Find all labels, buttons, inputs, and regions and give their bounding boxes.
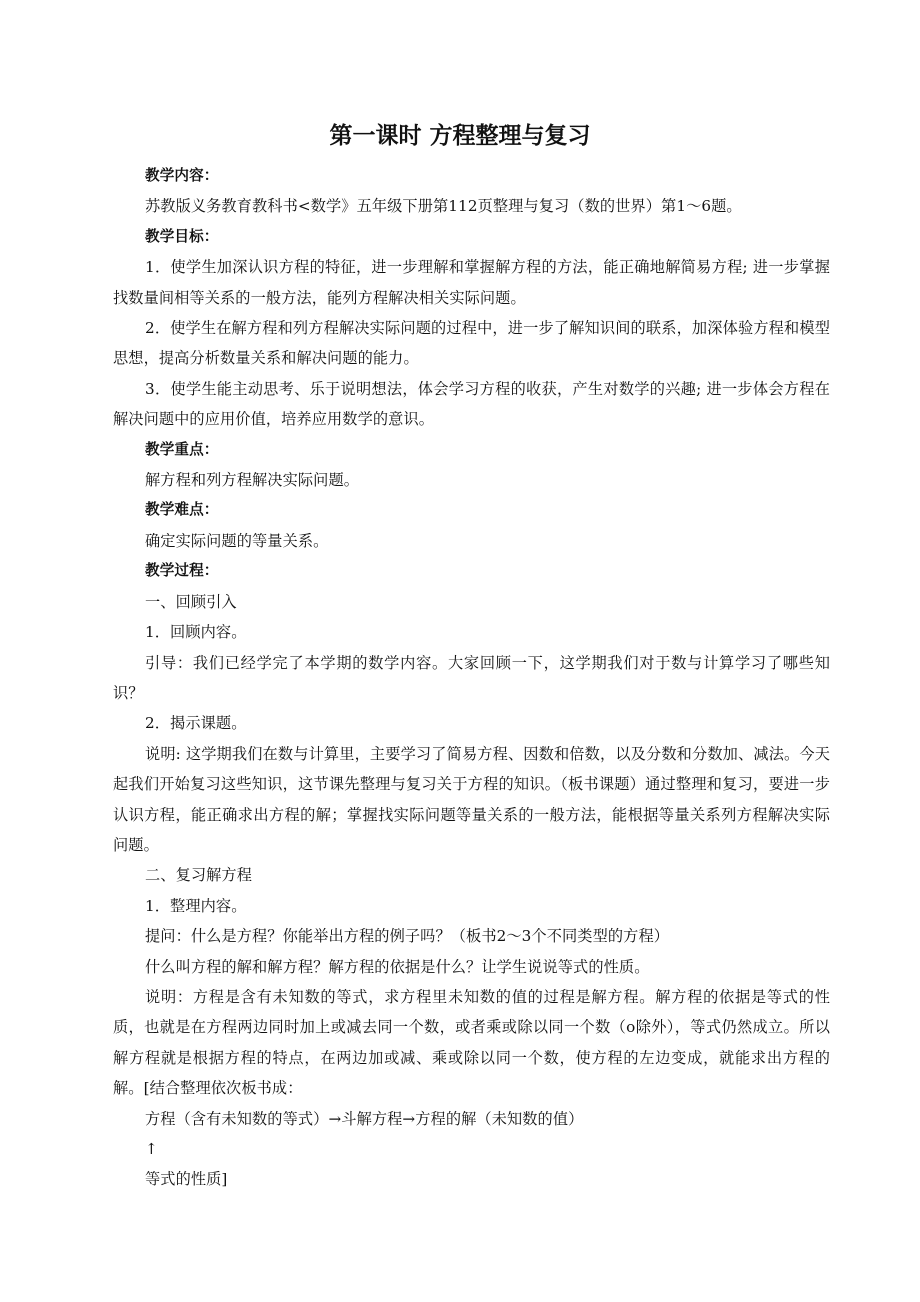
key-point-label: 教学重点： [145, 440, 219, 458]
difficulty-label: 教学难点： [145, 501, 219, 519]
part-2-heading: 二、复习解方程 [145, 866, 253, 885]
part-1-explain: 说明: 这学期我们在数与计算里，主要学习了简易方程、因数和倍数，以及分数和分数加、减法。今天起我们开始复习这些知识，这节课先整理与复习关于方程的知识。（板书课题）通过整理和复习，要进一步认识方程，能正确求出方程的解；掌握找实际问题等量关系的一般方法，能根据等量关系列方程解决实际问题。 [113, 744, 830, 854]
part-2-question-2: 什么叫方程的解和解方程？解方程的依据是什么？让学生说说等式的性质。 [145, 957, 650, 976]
content-label: 教学内容： [145, 167, 219, 184]
board-line: 方程（含有未知数的等式）→斗解方程→方程的解（未知数的值） [145, 1109, 584, 1128]
board-arrow: ↑ [145, 1140, 158, 1158]
part-1-heading: 一、回顾引入 [145, 592, 237, 611]
part-1-item-2: 2．揭示课题。 [145, 714, 247, 733]
goal-2: 2．使学生在解方程和列方程解决实际问题的过程中，进一步了解知识间的联系，加深体验方程和模型思想，提高分析数量关系和解决问题的能力。 [113, 319, 830, 368]
part-2-item-1: 1．整理内容。 [145, 896, 247, 915]
part-1-item-1: 1．回顾内容。 [145, 623, 247, 642]
goal-1: 1．使学生加深认识方程的特征，进一步理解和掌握解方程的方法，能正确地解简易方程; 进一步掌握找数量间相等关系的一般方法，能列方程解决相关实际问题。 [113, 258, 830, 307]
process-label: 教学过程： [145, 562, 219, 580]
document-body [113, 161, 830, 1195]
goal-3: 3．使学生能主动思考、乐于说明想法，体会学习方程的收获，产生对数学的兴趣; 进一步体会方程在解决问题中的应用价值，培养应用数学的意识。 [113, 379, 830, 429]
board-basis: 等式的性质] [145, 1170, 228, 1189]
part-2-explain: 说明：方程是含有未知数的等式，求方程里未知数的值的过程是解方程。解方程的依据是等式的性质，也就是在方程两边同时加上或减去同一个数，或者乘或除以同一个数（o除外），等式仍然成立。所以解方程就是根据方程的特点，在两边加或减、乘或除以同一个数，使方程的左边变成，就能求出方程的解。[结合整理依次板书成： [113, 987, 830, 1098]
difficulty-text: 确定实际问题的等量关系。 [145, 531, 329, 550]
content-text: 苏教版义务教育教科书<数学》五年级下册第112页整理与复习（数的世界）第1～6题。 [145, 197, 742, 216]
page-title: 第一课时 方程整理与复习 [329, 123, 591, 149]
key-point-text: 解方程和列方程解决实际问题。 [145, 471, 360, 490]
part-1-guide: 引导：我们已经学完了本学期的数学内容。大家回顾一下，这学期我们对于数与计算学习了哪些知识？ [113, 653, 830, 702]
goals-label: 教学目标： [145, 227, 219, 245]
part-2-question-1: 提问：什么是方程？你能举出方程的例子吗？（板书2～3个不同类型的方程） [145, 927, 670, 946]
